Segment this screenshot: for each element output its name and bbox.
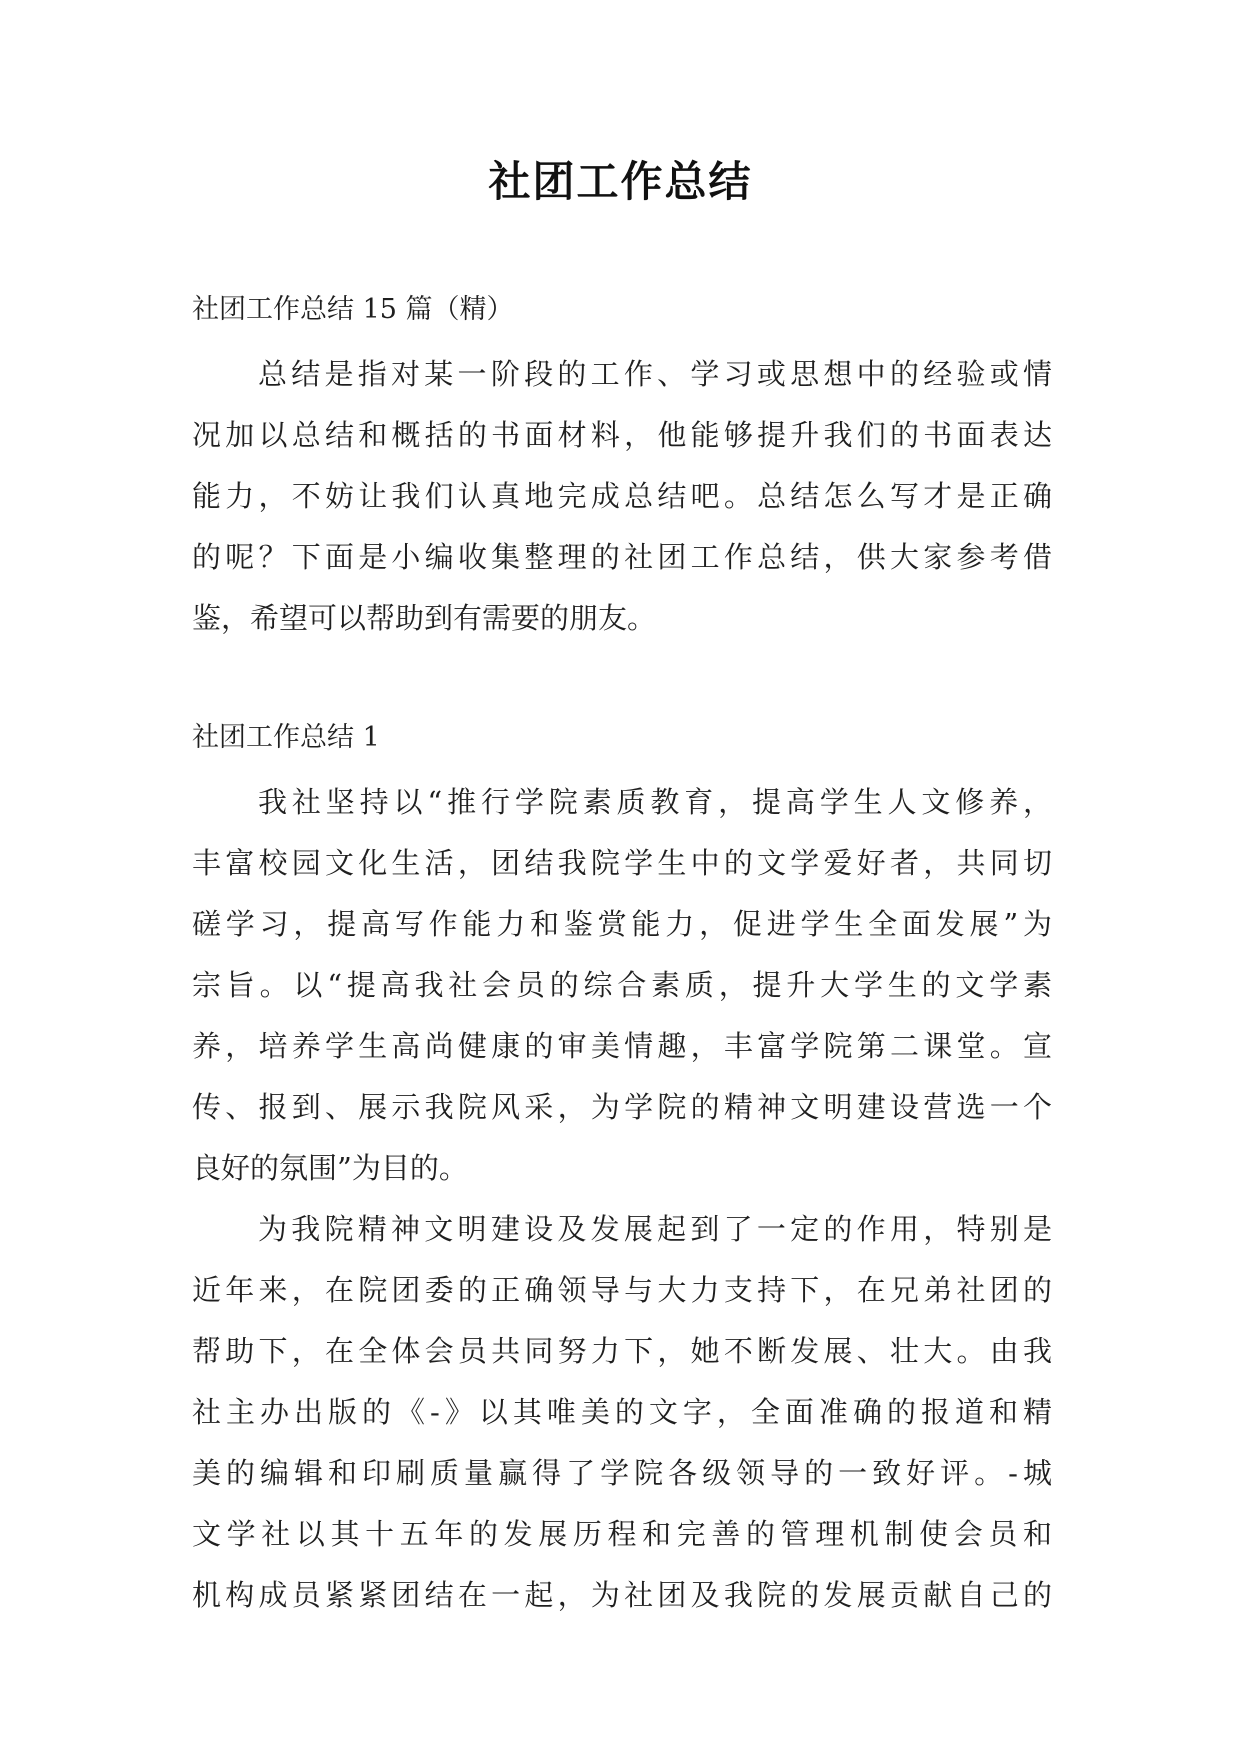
paragraph-line: 为我院精神文明建设及发展起到了一定的作用，特别是 (258, 1212, 1052, 1246)
paragraph-line: 我社坚持以“推行学院素质教育，提高学生人文修养， (258, 785, 1052, 819)
paragraph-line: 近年来，在院团委的正确领导与大力支持下，在兄弟社团的 (192, 1273, 1052, 1307)
paragraph-line: 鉴，希望可以帮助到有需要的朋友。 (192, 601, 657, 635)
paragraph-line: 能力，不妨让我们认真地完成总结吧。总结怎么写才是正确 (192, 479, 1052, 513)
paragraph-line: 况加以总结和概括的书面材料，他能够提升我们的书面表达 (192, 418, 1052, 452)
paragraph (192, 772, 1052, 1199)
paragraph-line: 总结是指对某一阶段的工作、学习或思想中的经验或情 (258, 357, 1052, 391)
paragraph-line: 传、报到、展示我院风采，为学院的精神文明建设营选一个 (192, 1090, 1052, 1124)
paragraph-line: 良好的氛围”为目的。 (192, 1151, 468, 1185)
paragraph-line: 磋学习，提高写作能力和鉴赏能力，促进学生全面发展”为 (192, 907, 1052, 941)
paragraph (192, 344, 1052, 649)
paragraph-line: 的呢？下面是小编收集整理的社团工作总结，供大家参考借 (192, 540, 1052, 574)
paragraph (192, 1199, 1052, 1626)
paragraph-line: 文学社以其十五年的发展历程和完善的管理机制使会员和 (192, 1517, 1052, 1551)
paragraph-line: 机构成员紧紧团结在一起，为社团及我院的发展贡献自己的 (192, 1578, 1052, 1612)
section-heading: 社团工作总结 1 (192, 722, 380, 753)
paragraph-line: 帮助下，在全体会员共同努力下，她不断发展、壮大。由我 (192, 1334, 1052, 1368)
document-body (192, 292, 1052, 1626)
paragraph-line: 宗旨。以“提高我社会员的综合素质，提升大学生的文学素 (192, 968, 1052, 1002)
paragraph-line: 美的编辑和印刷质量赢得了学院各级领导的一致好评。-城 (192, 1456, 1052, 1490)
paragraph-line: 养，培养学生高尚健康的审美情趣，丰富学院第二课堂。宣 (192, 1029, 1052, 1063)
paragraph-line: 社主办出版的《-》以其唯美的文字，全面准确的报道和精 (192, 1395, 1052, 1429)
section-heading: 社团工作总结 15 篇（精） (192, 294, 514, 325)
paragraph-line: 丰富校园文化生活，团结我院学生中的文学爱好者，共同切 (192, 846, 1052, 880)
document-title: 社团工作总结 (488, 157, 753, 206)
